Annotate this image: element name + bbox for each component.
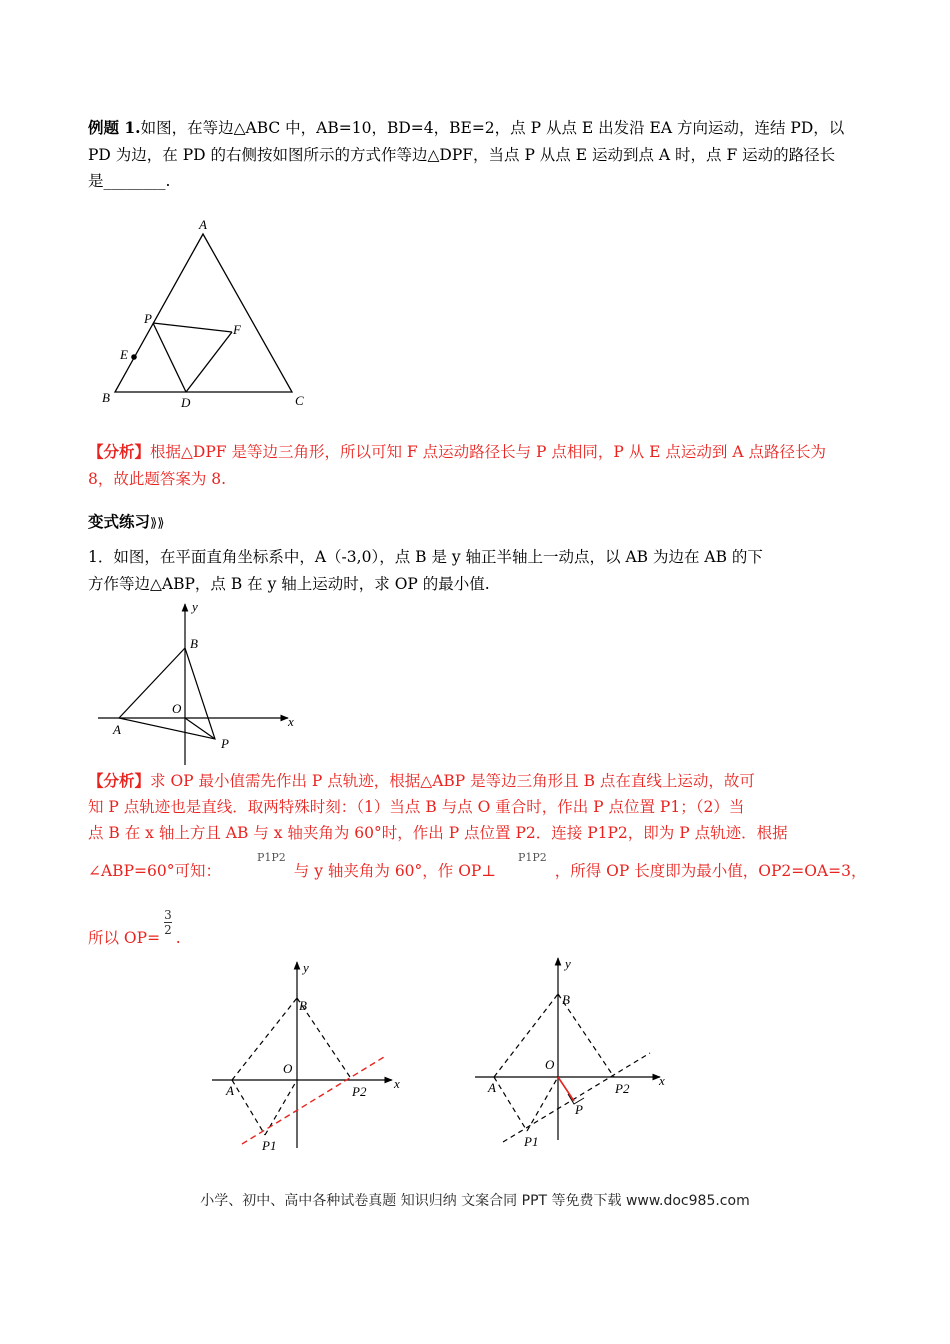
- analysis1-tag: 【分析】: [88, 442, 151, 461]
- fig4-label-p: P: [575, 1102, 583, 1117]
- page-footer: 小学、初中、高中各种试卷真题 知识归纳 文案合同 PPT 等免费下载 www.doc985.com: [200, 1193, 750, 1209]
- example-line-3: 是________.: [88, 172, 171, 190]
- example-label: 例题 1.: [88, 118, 141, 137]
- fraction-numerator: 3: [164, 908, 172, 922]
- fig3-label-y: y: [303, 960, 309, 975]
- fig3-label-a: A: [226, 1083, 234, 1098]
- q1-line-2: 方作等边△ABP，点 B 在 y 轴上运动时，求 OP 的最小值.: [88, 575, 490, 593]
- frac-p1p2-a: P1P2: [256, 851, 286, 864]
- variant-title-text: 变式练习: [88, 512, 151, 531]
- label-a: A: [199, 217, 207, 232]
- fig2-label-o: O: [172, 701, 182, 716]
- fig3-label-p2: P2: [352, 1084, 367, 1099]
- label-d: D: [181, 395, 191, 410]
- fig4-label-a: A: [488, 1080, 496, 1095]
- fig3-label-p1: P1: [262, 1138, 277, 1153]
- fig4-label-p2: P2: [615, 1081, 630, 1096]
- fig3-label-o: O: [283, 1061, 293, 1076]
- fig4-segment-op: [558, 1077, 574, 1101]
- fig4-label-b: B: [562, 992, 570, 1007]
- analysis2-tag: 【分析】: [88, 771, 151, 790]
- chevrons-icon: ⟫⟫: [150, 516, 165, 531]
- label-e: E: [120, 347, 128, 362]
- fig2-label-p: P: [221, 736, 229, 751]
- analysis2-text-4b: 与 y 轴夹角为 60°，作 OP⊥: [293, 862, 496, 880]
- analysis2-text-5a: 所以 OP=: [88, 929, 161, 947]
- analysis2-line-2: 知 P 点轨迹也是直线．取两特殊时刻：（1）当点 B 与点 O 重合时，作出 P 点位置 P1；（2）当: [88, 798, 745, 816]
- fig2-label-b: B: [190, 636, 198, 651]
- analysis1-line-2: 8，故此题答案为 8.: [88, 470, 227, 488]
- analysis2-line-3: 点 B 在 x 轴上方且 AB 与 x 轴夹角为 60°时，作出 P 点位置 P2．连接 P1P2，即为 P 点轨迹．根据: [88, 824, 788, 842]
- analysis2-text-1: 求 OP 最小值需先作出 P 点轨迹，根据△ABP 是等边三角形且 B 点在直线上运动，故可: [150, 772, 755, 790]
- fig4-label-x: x: [659, 1073, 665, 1088]
- analysis1-text-1: 根据△DPF 是等边三角形，所以可知 F 点运动路径长与 P 点相同，P 从 E 点运动到 A 点路径长为: [150, 443, 826, 461]
- example-text-1: 如图，在等边△ABC 中，AB=10，BD=4，BE=2，点 P 从点 E 出发沿 EA 方向运动，连结 PD，以: [140, 119, 845, 137]
- analysis2-text-5b: .: [175, 929, 181, 947]
- label-c: C: [295, 393, 304, 408]
- example-line-2: PD 为边，在 PD 的右侧按如图所示的方式作等边△DPF，当点 P 从点 E 运动到点 A 时，点 F 运动的路径长: [88, 146, 836, 164]
- fig2-label-y: y: [192, 599, 198, 614]
- q1-line-1: 1．如图，在平面直角坐标系中，A（-3,0），点 B 是 y 轴正半轴上一动点，以 AB 为边在 AB 的下: [88, 548, 763, 566]
- label-b: B: [102, 390, 110, 405]
- fig2-label-x: x: [288, 714, 294, 729]
- fraction-denominator: 2: [164, 923, 172, 937]
- fig4-label-p1: P1: [524, 1134, 539, 1149]
- label-p: P: [144, 311, 152, 326]
- label-f: F: [233, 322, 241, 337]
- analysis2-text-4c: ，所得 OP 长度即为最小值，OP2=OA=3，: [554, 862, 867, 880]
- fig4-label-y: y: [565, 956, 571, 971]
- frac-p1p2-b: P1P2: [517, 851, 547, 864]
- fig3-label-b: B: [299, 998, 307, 1013]
- fig4-label-o: O: [545, 1057, 555, 1072]
- analysis2-text-4a: ∠ABP=60°可知：: [88, 862, 221, 880]
- fig3-label-x: x: [394, 1076, 400, 1091]
- fig2-label-a: A: [113, 722, 121, 737]
